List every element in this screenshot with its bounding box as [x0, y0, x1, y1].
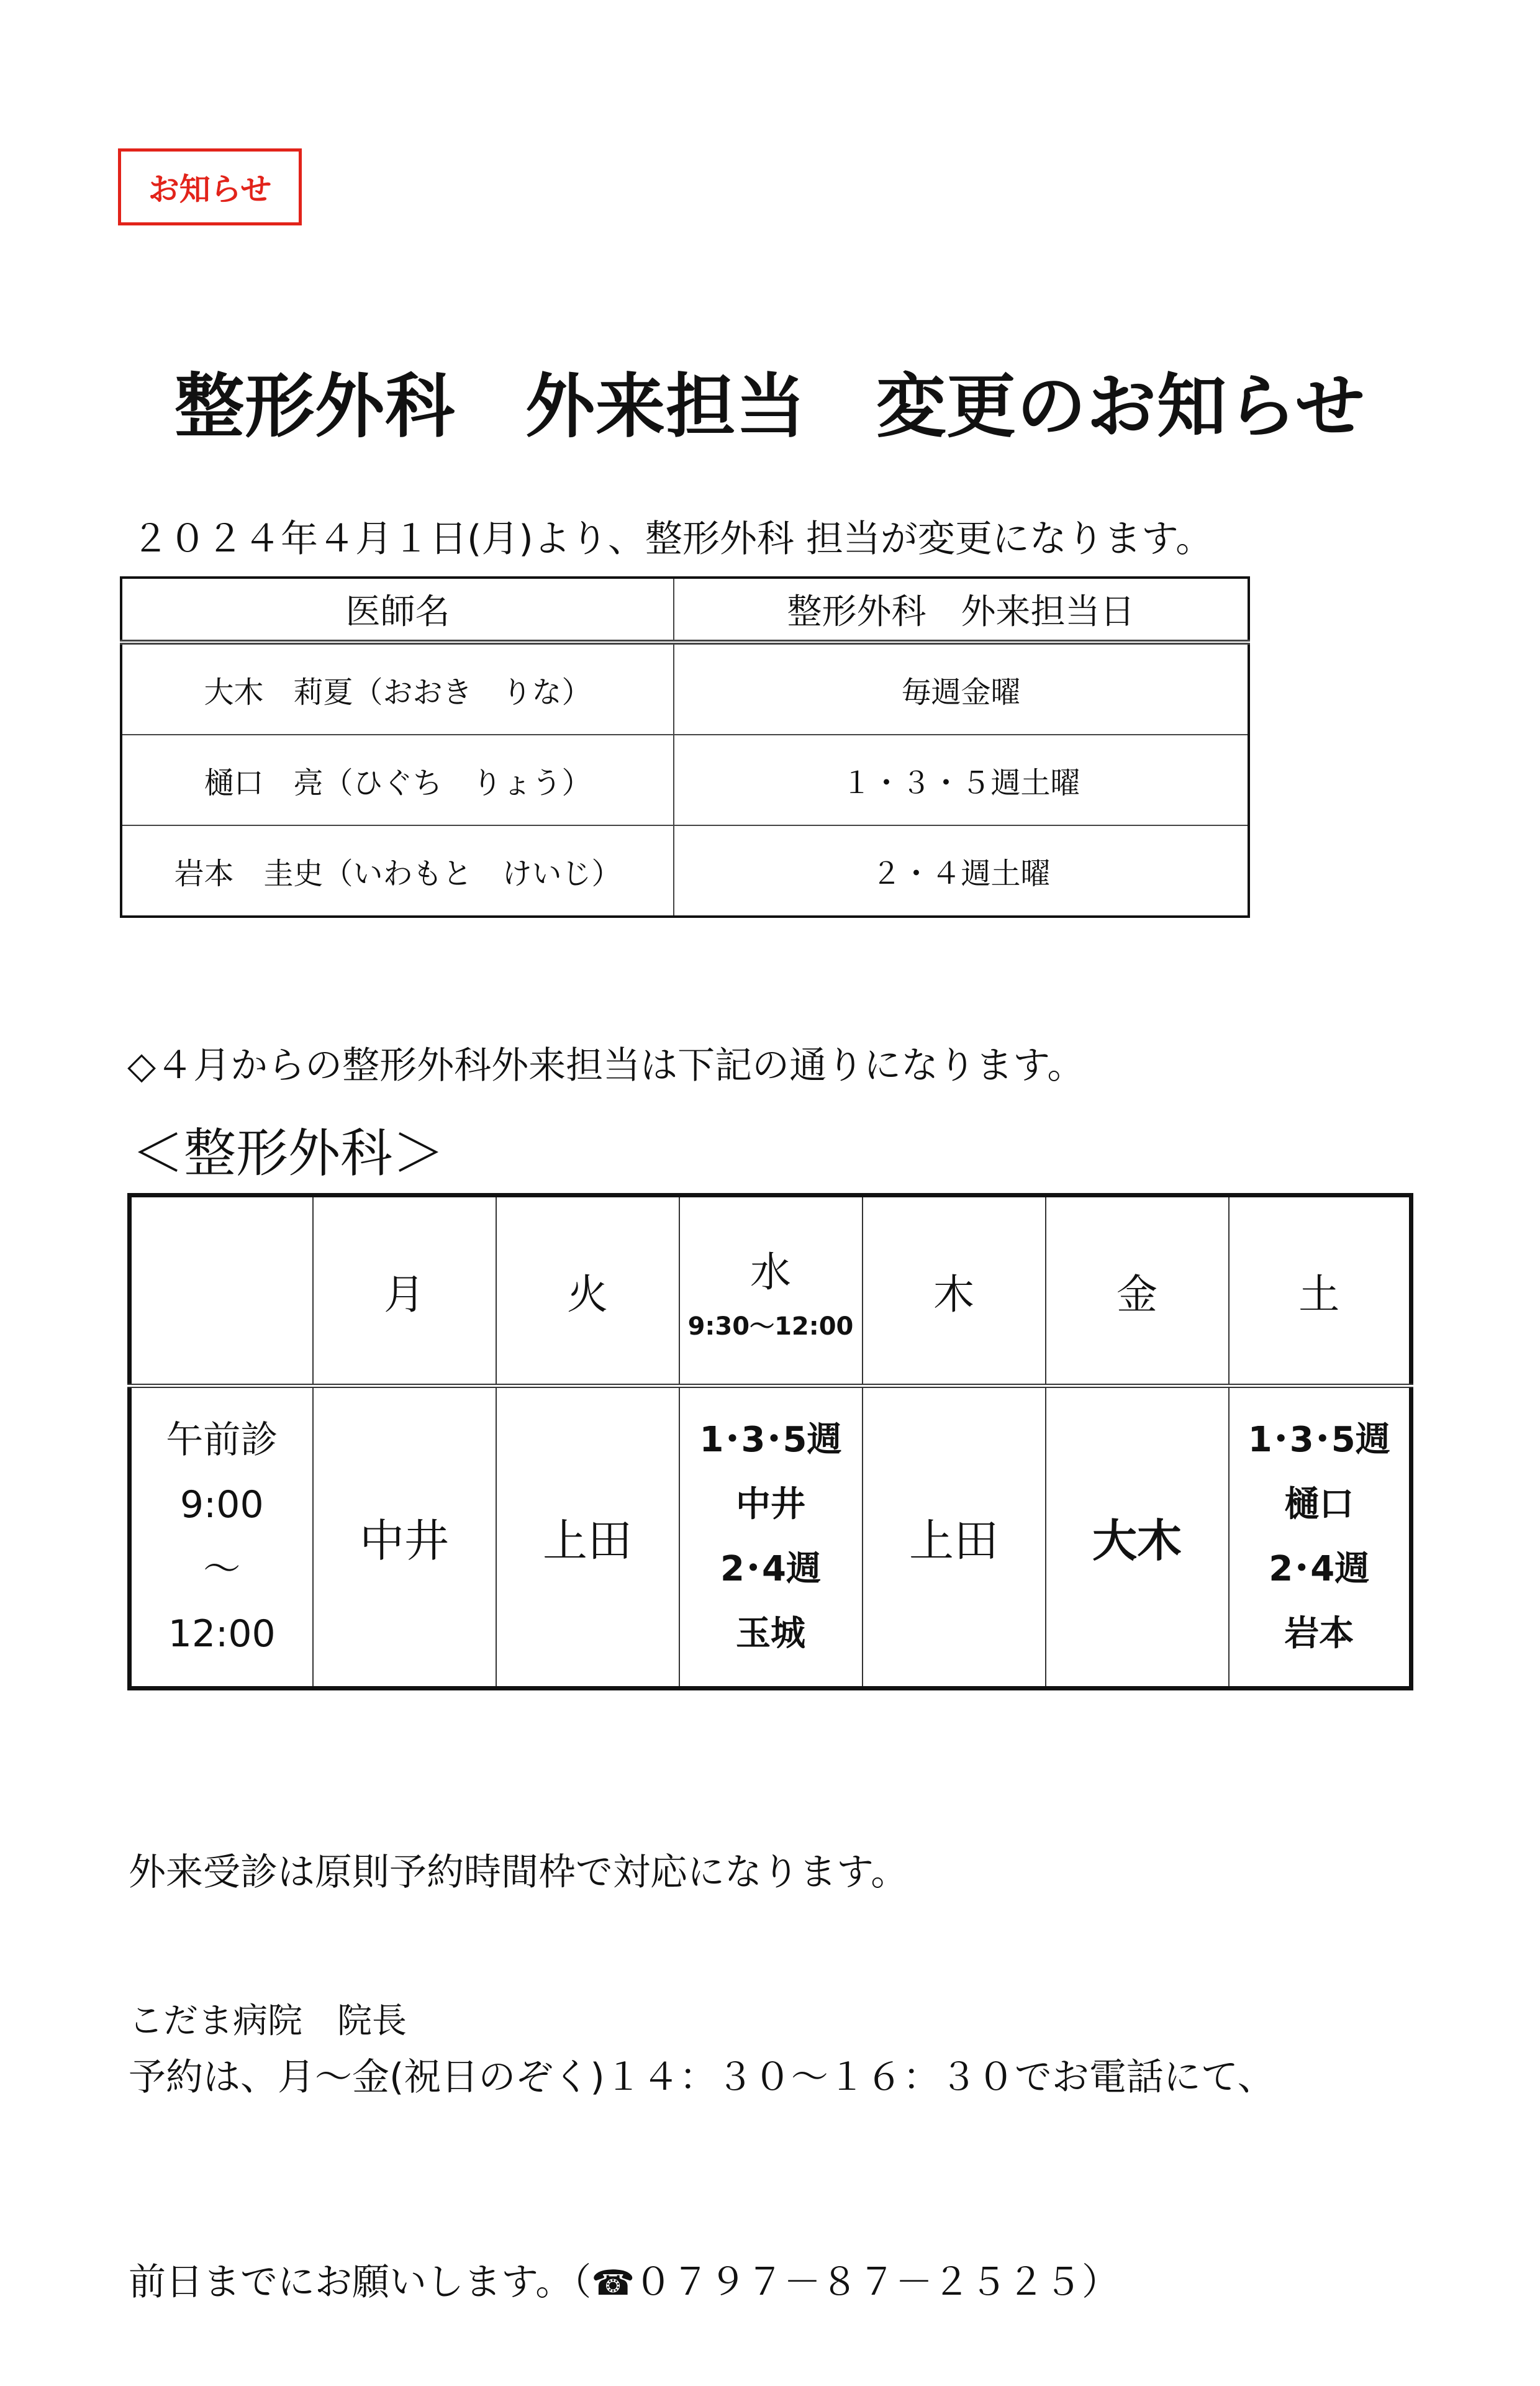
schedule-title: ＜整形外科＞: [132, 1123, 445, 1184]
day-wednesday-cell: [679, 1195, 863, 1386]
wednesday-hours: 9:30～12:00: [687, 1312, 854, 1341]
intro-text: ２０２４年４月１日(月)より、整形外科 担当が変更になります。: [132, 517, 1213, 561]
notes-line: 予約は、月～金(祝日のぞく)１４：３０～１６：３０でお電話にて、: [129, 2056, 1275, 2099]
table-row: [121, 642, 1249, 735]
saturday-week-label: 2･4週: [1269, 1549, 1370, 1589]
session-tilde: ～: [203, 1548, 241, 1591]
table-row: [121, 735, 1249, 825]
doctor-name: 大木 莉夏（おおき りな）: [121, 642, 674, 735]
saturday-doctor: 樋口: [1284, 1484, 1354, 1525]
wednesday-doctor: 中井: [736, 1484, 805, 1525]
wednesday-doctor: 玉城: [736, 1613, 805, 1654]
reservation-notes: [129, 1702, 1275, 2386]
doctor-change-table: [120, 576, 1250, 918]
schedule-header-row: [130, 1195, 1411, 1386]
weekly-schedule-table: [127, 1193, 1413, 1690]
notice-badge: お知らせ: [118, 148, 302, 225]
schedule-intro: ◇４月からの整形外科外来担当は下記の通りになります。: [127, 1044, 1085, 1087]
day-thursday: 木: [863, 1195, 1046, 1386]
notes-line: 前日までにお願いします。（: [129, 2261, 592, 2304]
tuesday-doctor: 上田: [496, 1386, 679, 1689]
table-header-row: [121, 578, 1249, 642]
phone-number: ０７９７－８７－２５２５）: [634, 2261, 1119, 2304]
saturday-doctor: 岩本: [1284, 1613, 1354, 1654]
session-start: 9:00: [179, 1483, 264, 1526]
notes-line-phone: [129, 2248, 1275, 2318]
saturday-week-label: 1･3･5週: [1248, 1420, 1390, 1460]
notes-line: 外来受診は原則予約時間枠で対応になります。: [129, 1851, 908, 1894]
monday-doctor: 中井: [313, 1386, 496, 1689]
morning-session-row: [130, 1386, 1411, 1689]
header-doctor-name: 医師名: [121, 578, 674, 642]
wednesday-week-label: 2･4週: [720, 1549, 821, 1589]
session-end: 12:00: [168, 1612, 276, 1656]
session-label: 午前診: [166, 1418, 278, 1462]
table-row: [121, 825, 1249, 917]
friday-doctor: 大木: [1046, 1386, 1229, 1689]
doctor-name: 岩本 圭史（いわもと けいじ）: [121, 825, 674, 917]
telephone-icon: ☎: [591, 2263, 635, 2303]
header-clinic-days: 整形外科 外来担当日: [674, 578, 1249, 642]
thursday-doctor: 上田: [863, 1386, 1046, 1689]
empty-corner-cell: [130, 1195, 313, 1386]
wednesday-doctor-cell: [679, 1386, 863, 1689]
clinic-days: ２・４週土曜: [674, 825, 1249, 917]
day-wednesday: 水: [750, 1248, 791, 1296]
clinic-days: 毎週金曜: [674, 642, 1249, 735]
day-saturday: 土: [1229, 1195, 1411, 1386]
day-tuesday: 火: [496, 1195, 679, 1386]
saturday-doctor-cell: [1229, 1386, 1411, 1689]
wednesday-week-label: 1･3･5週: [699, 1420, 842, 1460]
signature: こだま病院 院長: [129, 2001, 407, 2041]
session-label-cell: [130, 1386, 313, 1689]
doctor-name: 樋口 亮（ひぐち りょう）: [121, 735, 674, 825]
clinic-days: １・３・５週土曜: [674, 735, 1249, 825]
page-title: 整形外科 外来担当 変更のお知らせ: [174, 366, 1366, 447]
day-friday: 金: [1046, 1195, 1229, 1386]
day-monday: 月: [313, 1195, 496, 1386]
